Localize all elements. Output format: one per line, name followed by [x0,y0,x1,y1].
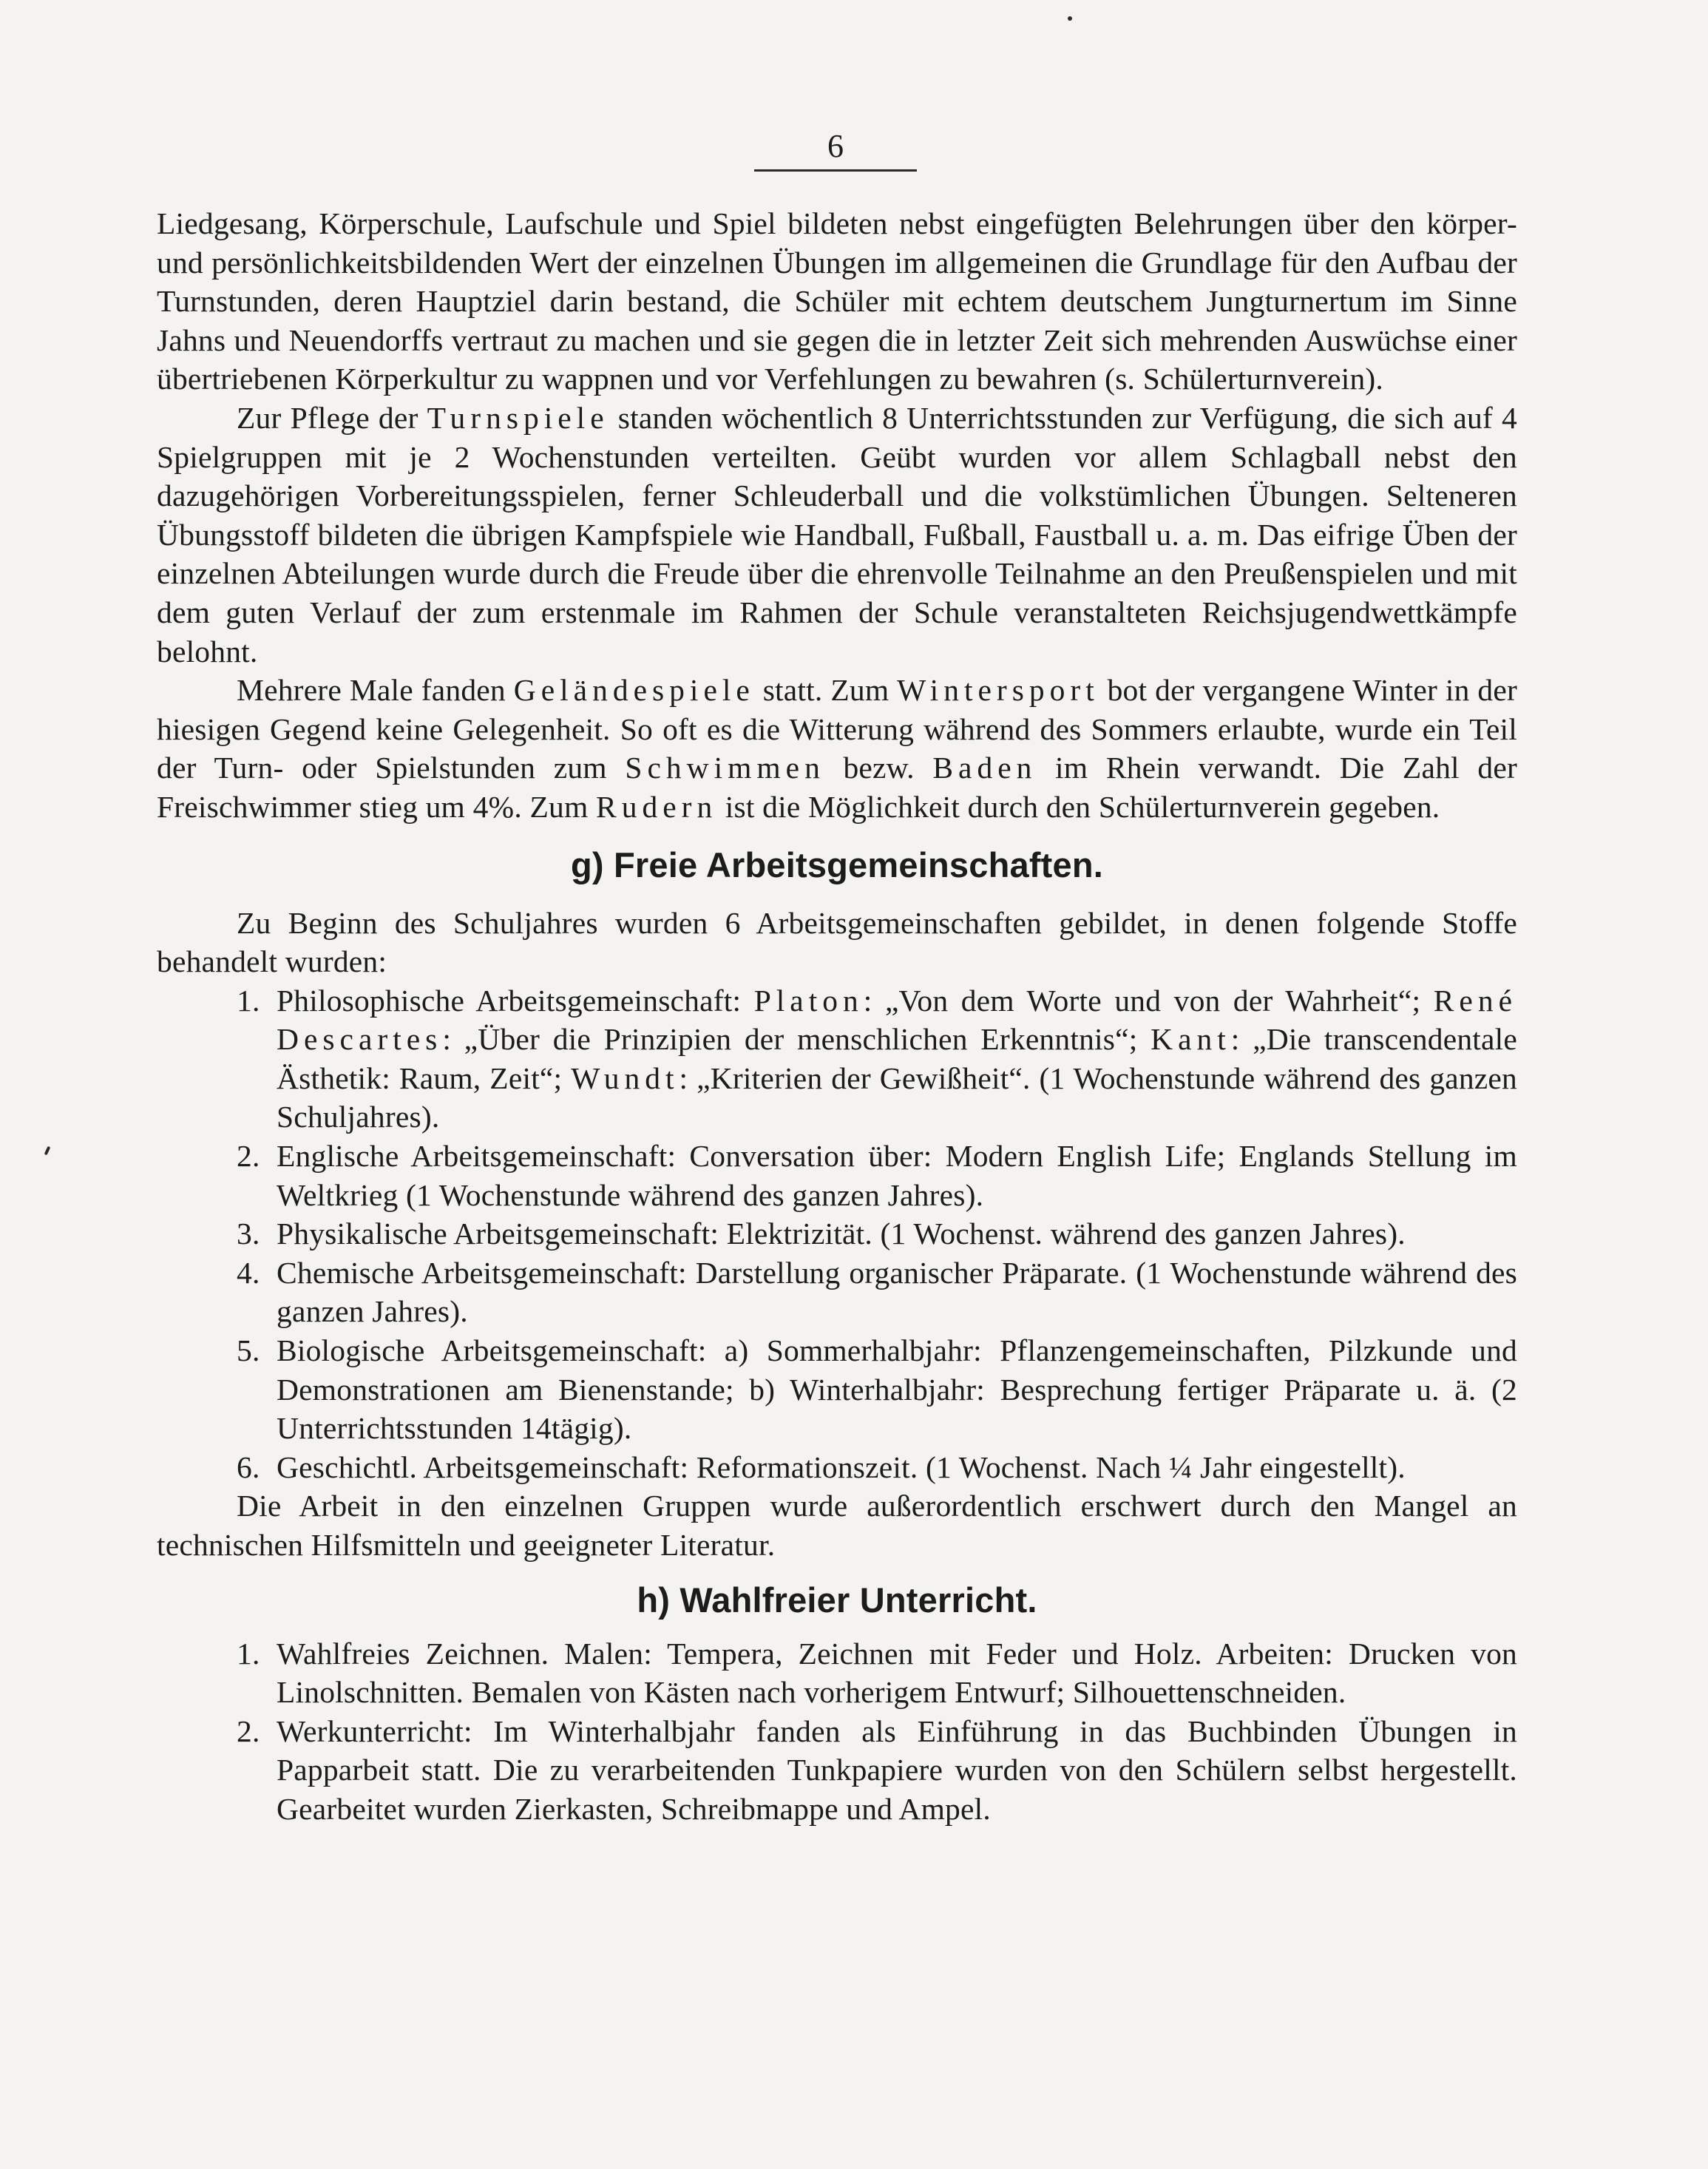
page-number-rule [754,169,917,172]
list-item: 6. Geschichtl. Arbeitsgemeinschaft: Reformationszeit. (1 Wochenst. Nach ¼ Jahr eingestellt). [237,1449,1406,1484]
section-heading-g: g) Freie Arbeitsgemeinschaften. [570,845,1104,884]
list-item: 4. Chemische Arbeitsgemeinschaft: Darstellung organischer Präparate. (1 Wochenstunde während des ganzen Jahres). [237,1255,1517,1329]
paragraph-gelaendespiele: Mehrere Male fanden Geländespiele statt. Zum Wintersport bot der vergangene Winter in der hiesigen Gegend keine Gelegenheit. So oft es die Witterung während des Sommers erlaubte, wurde ein Teil der Turn- oder Spielstunden zum Schwimmen bezw. Baden im Rhein verwandt. Die Zahl der Freischwimmer stieg um 4%. Zum Rudern ist die Möglichkeit durch den Schülerturnverein gegeben. [157,673,1517,824]
scan-speck [1068,16,1072,21]
list-item: 3. Physikalische Arbeitsgemeinschaft: Elektrizität. (1 Wochenst. während des ganzen Jahres). [237,1217,1406,1251]
section-g-closing: Die Arbeit in den einzelnen Gruppen wurde außerordentlich erschwert durch den Mangel an technischen Hilfsmitteln und geeigneter Literatur. [157,1489,1517,1562]
scan-mark [44,1146,51,1156]
paragraph-turnstunden: Liedgesang, Körperschule, Laufschule und Spiel bildeten nebst eingefügten Belehrungen über den körper- und persönlichkeitsbildenden Wert der einzelnen Übungen im allgemeinen die Grundlage für den Aufbau der Turnstunden, deren Hauptziel darin bestand, die Schüler mit echtem deutschem Jungturnertum im Sinne Jahns und Neuendorffs vertraut zu machen und sie gegen die in letzter Zeit sich mehrenden Auswüchse einer übertriebenen Körperkultur zu wappnen und vor Verfehlungen zu bewahren (s. Schülerturnverein). [157,206,1517,396]
paragraph-turnspiele: Zur Pflege der Turnspiele standen wöchentlich 8 Unterrichtsstunden zur Verfügung, die sich auf 4 Spielgruppen mit je 2 Wochenstunden verteilten. Geübt wurden vor allem Schlagball nebst den dazugehörigen Vorbereitungsspielen, ferner Schleuderball und die volkstümlichen Übungen. Selteneren Übungsstoff bildeten die übrigen Kampfspiele wie Handball, Fußball, Faustball u. a. m. Das eifrige Üben der einzelnen Abteilungen wurde durch die Freude über die ehrenvolle Teilnahme an den Preußenspielen und mit dem guten Verlauf der zum erstenmale im Rahmen der Schule veranstalteten Reichsjugendwettkämpfe belohnt. [157,400,1517,669]
list-item: 1. Philosophische Arbeitsgemeinschaft: Platon: „Von dem Worte und von der Wahrheit“; René Descartes: „Über die Prinzipien der menschlichen Erkenntnis“; Kant: „Die transcendentale Ästhetik: Raum, Zeit“; Wundt: „Kriterien der Gewißheit“. (1 Wochenstunde während des ganzen Schuljahres). [237,983,1517,1134]
section-heading-h: h) Wahlfreier Unterricht. [637,1580,1037,1620]
list-item: 2. Werkunterricht: Im Winterhalbjahr fanden als Einführung in das Buchbinden Übungen in Papparbeit statt. Die zu verarbeitenden Tunkpapiere wurden von den Schülern selbst hergestellt. Gearbeitet wurden Zierkasten, Schreibmappe und Ampel. [237,1713,1517,1826]
list-item: 2. Englische Arbeitsgemeinschaft: Conversation über: Modern English Life; Englands Stellung im Weltkrieg (1 Wochenstunde während des ganzen Jahres). [237,1139,1517,1212]
section-g-list [157,981,1517,1487]
section-h-list [157,1634,1517,1829]
body-text [157,204,1517,1829]
list-item: 1. Wahlfreies Zeichnen. Malen: Tempera, Zeichnen mit Feder und Holz. Arbeiten: Drucken von Linolschnitten. Bemalen von Kästen nach vorherigem Entwurf; Silhouettenschneiden. [237,1636,1517,1710]
section-g-intro: Zu Beginn des Schuljahres wurden 6 Arbeitsgemeinschaften gebildet, in denen folgende Stoffe behandelt wurden: [157,905,1517,979]
page-number: 6 [827,128,844,164]
list-item: 5. Biologische Arbeitsgemeinschaft: a) Sommerhalbjahr: Pflanzengemeinschaften, Pilzkunde und Demonstrationen am Bienenstande; b) Winterhalbjahr: Besprechung fertiger Präparate u. ä. (2 Unterrichtsstunden 14tägig). [237,1333,1517,1446]
